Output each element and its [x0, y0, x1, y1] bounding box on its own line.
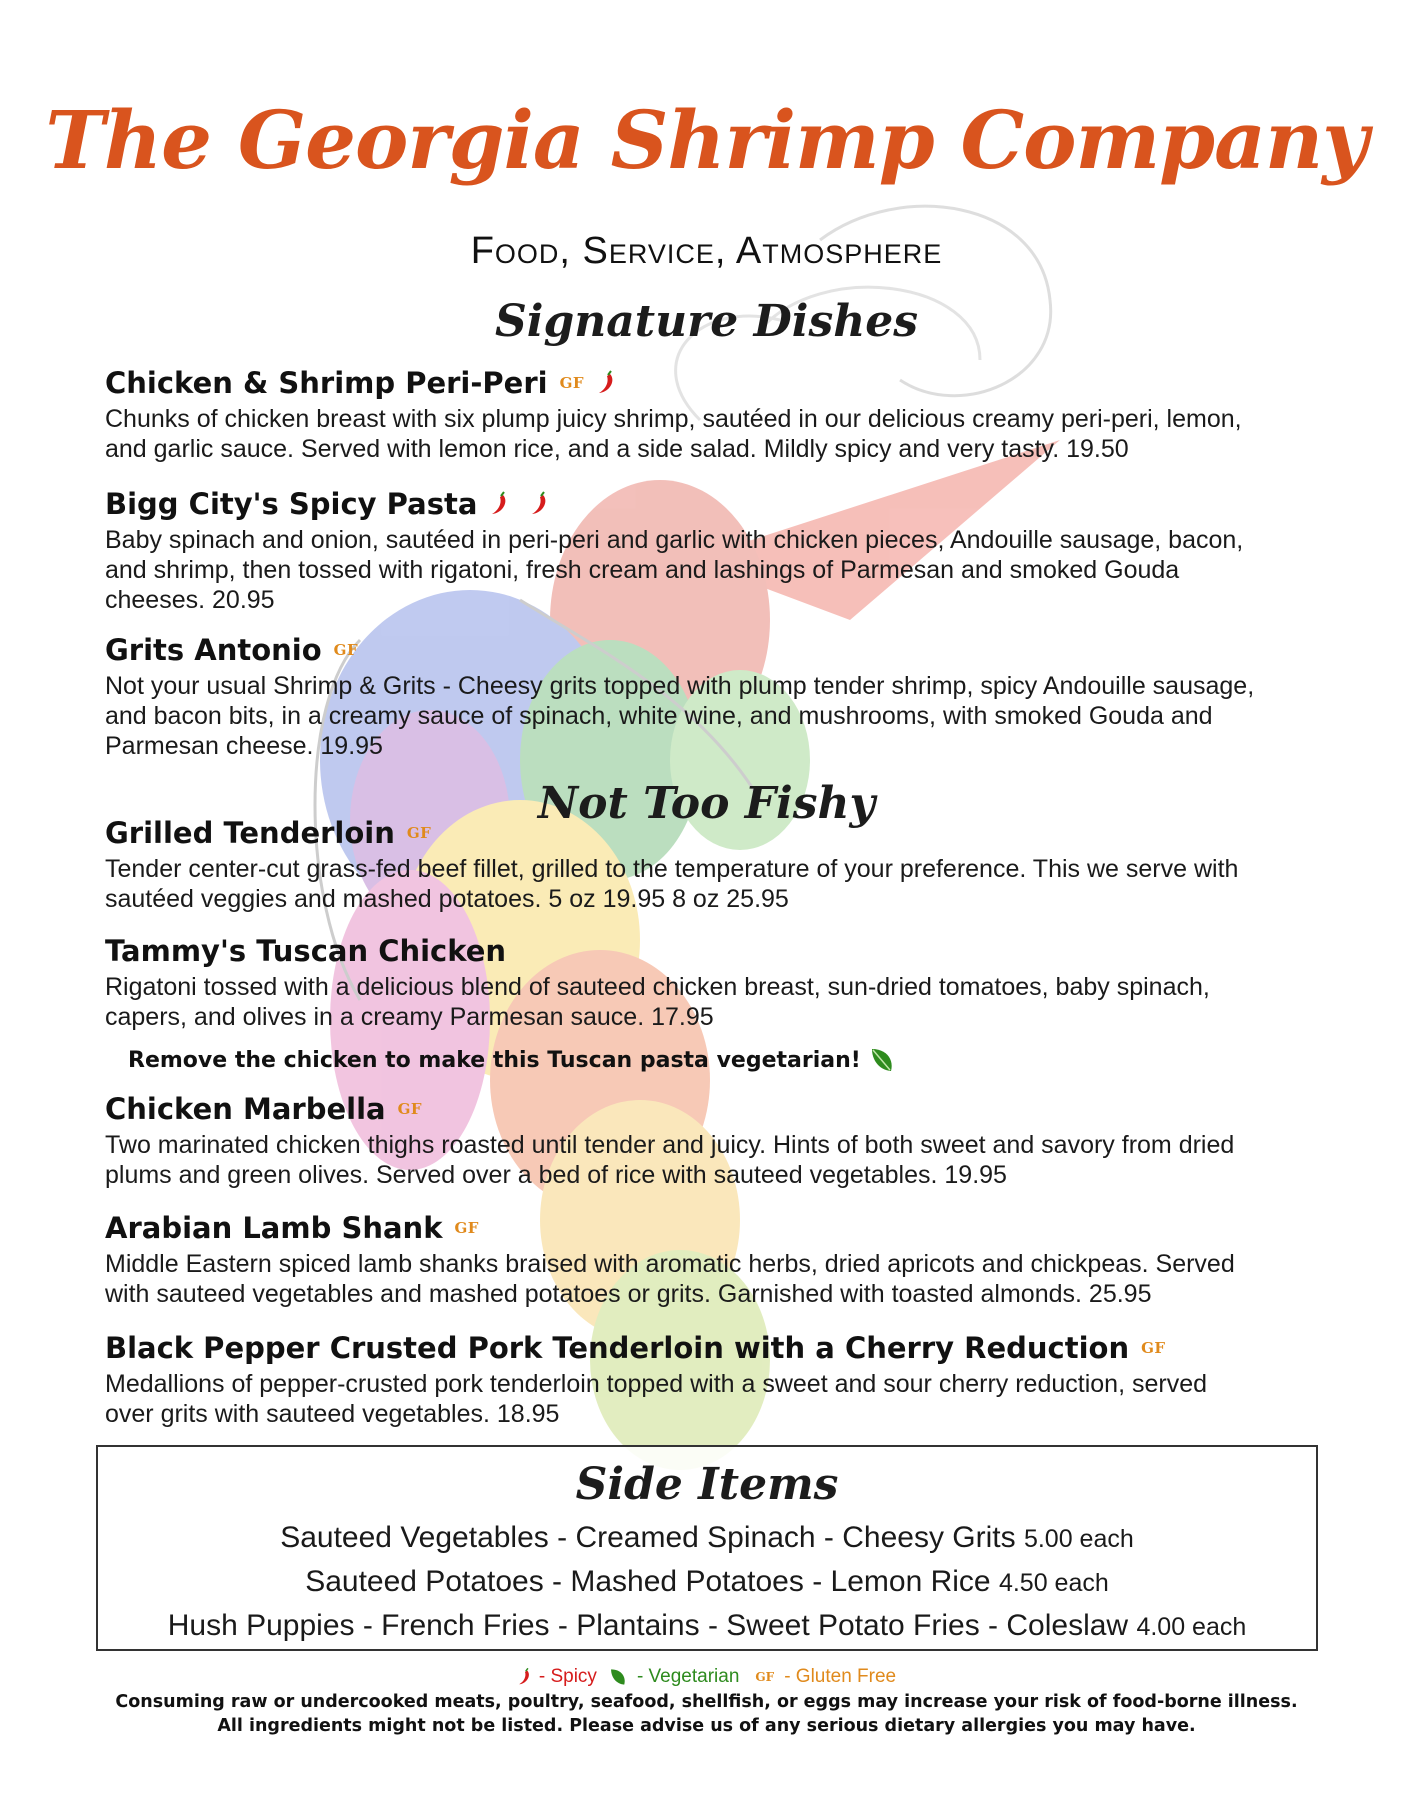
menu-item-chicken-shrimp-peri-peri [105, 366, 1315, 464]
chili-pepper-icon [489, 491, 511, 517]
dish-description-line: and garlic sauce. Served with lemon rice, and a side salad. Mildly spicy and very tasty. 19.50 [105, 434, 1129, 463]
side-items-box [96, 1445, 1318, 1651]
chili-pepper-icon [517, 1667, 533, 1687]
menu-item-bigg-citys-spicy-pasta [105, 487, 1315, 615]
side-items-list: Sauteed Potatoes - Mashed Potatoes - Lemon Rice [305, 1565, 999, 1598]
gluten-free-badge: GF [559, 374, 585, 393]
dish-description-line: Chunks of chicken breast with six plump juicy shrimp, sautéed in our delicious creamy peri-peri, lemon, [105, 404, 1242, 433]
dish-description-line: capers, and olives in a creamy Parmesan sauce. 17.95 [105, 1002, 714, 1031]
chili-pepper-icon [529, 491, 551, 517]
restaurant-title: The Georgia Shrimp Company [45, 93, 1368, 187]
dish-name: Chicken Marbella [105, 1092, 386, 1126]
section-heading-side-items: Side Items [575, 1459, 839, 1510]
dish-description-line: Medallions of pepper-crusted pork tenderloin topped with a sweet and sour cherry reduction, served [105, 1369, 1208, 1398]
gluten-free-badge: GF [397, 1100, 423, 1119]
dish-description-line: plums and green olives. Served over a bed of rice with sauteed vegetables. 19.95 [105, 1160, 1007, 1189]
dish-name: Bigg City's Spicy Pasta [105, 487, 478, 521]
dish-name: Chicken & Shrimp Peri-Peri [105, 366, 548, 400]
vegetarian-note-text: Remove the chicken to make this Tuscan pasta vegetarian! [128, 1047, 861, 1073]
side-items-row [98, 1565, 1316, 1599]
menu-item-tammys-tuscan-chicken [105, 934, 1315, 1032]
dish-description-line: Tender center-cut grass-fed beef fillet, grilled to the temperature of your preference. This we serve with [105, 854, 1239, 883]
dish-description-line: with sauteed vegetables and mashed potatoes or grits. Garnished with toasted almonds. 25.95 [105, 1279, 1152, 1308]
dish-description-line: and shrimp, then tossed with rigatoni, fresh cream and lashings of Parmesan and smoked Gouda [105, 555, 1180, 584]
gluten-free-badge: GF [755, 1670, 775, 1684]
menu-item-arabian-lamb-shank [105, 1211, 1315, 1309]
dietary-legend [0, 1666, 1413, 1688]
dish-description-line: Not your usual Shrimp & Grits - Cheesy grits topped with plump tender shrimp, spicy Andouille sausage, [105, 671, 1255, 700]
leaf-icon [609, 1667, 627, 1687]
dish-description-line: Middle Eastern spiced lamb shanks braised with aromatic herbs, dried apricots and chickpeas. Served [105, 1249, 1235, 1278]
dish-name: Arabian Lamb Shank [105, 1211, 443, 1245]
vegetarian-note [128, 1046, 895, 1074]
dish-description-line: cheeses. 20.95 [105, 585, 275, 614]
side-items-price: 4.50 each [998, 1569, 1109, 1597]
dish-description-line: Two marinated chicken thighs roasted until tender and juicy. Hints of both sweet and savory from dried [105, 1130, 1235, 1159]
allergy-disclaimer: All ingredients might not be listed. Please advise us of any serious dietary allergies you may have. [217, 1716, 1196, 1736]
section-heading-signature-dishes: Signature Dishes [495, 296, 918, 347]
food-safety-disclaimer: Consuming raw or undercooked meats, poultry, seafood, shellfish, or eggs may increase your risk of food-borne illness. [115, 1692, 1298, 1712]
dish-description-line: sautéed veggies and mashed potatoes. 5 oz 19.95 8 oz 25.95 [105, 884, 789, 913]
leaf-icon [869, 1046, 895, 1074]
dish-name: Grilled Tenderloin [105, 816, 395, 850]
legend-vegetarian: - Vegetarian [636, 1666, 740, 1687]
side-items-price: 5.00 each [1023, 1525, 1134, 1553]
menu-item-grilled-tenderloin [105, 816, 1315, 914]
menu-item-black-pepper-pork-tenderloin [105, 1331, 1315, 1429]
dish-description-line: and bacon bits, in a creamy sauce of spinach, white wine, and mushrooms, with smoked Gouda and [105, 701, 1213, 730]
side-items-price: 4.00 each [1136, 1613, 1247, 1641]
legend-spicy: - Spicy [538, 1666, 597, 1687]
dish-name: Tammy's Tuscan Chicken [105, 934, 507, 968]
dish-name: Grits Antonio [105, 633, 322, 667]
tagline: Food, Service, Atmosphere [470, 230, 943, 272]
side-items-list: Sauteed Vegetables - Creamed Spinach - Cheesy Grits [280, 1521, 1024, 1554]
menu-item-chicken-marbella [105, 1092, 1315, 1190]
dish-description-line: Baby spinach and onion, sautéed in peri-peri and garlic with chicken pieces, Andouille sausage, bacon, [105, 525, 1244, 554]
gluten-free-badge: GF [406, 824, 432, 843]
chili-pepper-icon [596, 370, 618, 396]
side-items-row [98, 1521, 1316, 1555]
dish-description-line: over grits with sauteed vegetables. 18.95 [105, 1399, 560, 1428]
dish-description-line: Parmesan cheese. 19.95 [105, 731, 383, 760]
dish-name: Black Pepper Crusted Pork Tenderloin with a Cherry Reduction [105, 1331, 1130, 1365]
dish-description-line: Rigatoni tossed with a delicious blend of sauteed chicken breast, sun-dried tomatoes, baby spinach, [105, 972, 1210, 1001]
side-items-row [98, 1609, 1316, 1643]
gluten-free-badge: GF [333, 641, 359, 660]
legend-gluten-free: - Gluten Free [784, 1666, 897, 1687]
gluten-free-badge: GF [454, 1219, 479, 1238]
gluten-free-badge: GF [1141, 1339, 1166, 1358]
section-heading-not-too-fishy: Not Too Fishy [537, 778, 876, 829]
menu-item-grits-antonio [105, 633, 1315, 761]
side-items-list: Hush Puppies - French Fries - Plantains - Sweet Potato Fries - Coleslaw [167, 1609, 1137, 1642]
